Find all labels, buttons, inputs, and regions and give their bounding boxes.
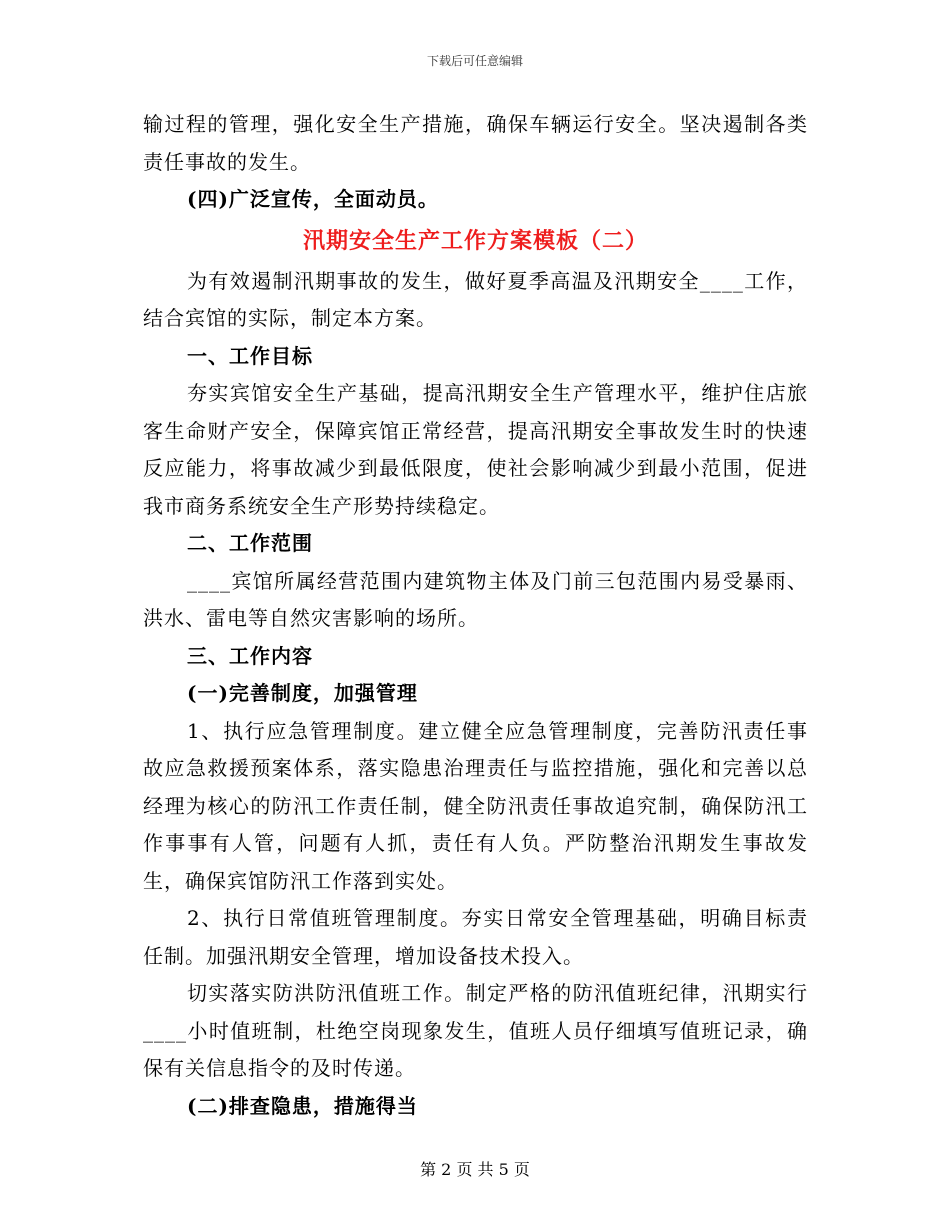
subheading-1: (一)完善制度，加强管理 [187, 681, 418, 705]
page-footer: 第 2 页 共 5 页 [420, 1160, 530, 1179]
paragraph-work-scope: ____宾馆所属经营范围内建筑物主体及门前三包范围内易受暴雨、洪水、雷电等自然灾害影响的场所。 [143, 568, 808, 630]
heading-work-content: 三、工作内容 [187, 643, 313, 668]
heading-work-goal: 一、工作目标 [187, 343, 313, 368]
paragraph-emergency: 1、执行应急管理制度。建立健全应急管理制度，完善防汛责任事故应急救援预案体系，落实隐患治理责任与监控措施，强化和完善以总经理为核心的防汛工作责任制，健全防汛责任事故追究制，确保防汛工作事事有人管，问题有人抓，责任有人负。严防整治汛期发生事故发生，确保宾馆防汛工作落到实处。 [143, 718, 808, 893]
paragraph-work-goal: 夯实宾馆安全生产基础，提高汛期安全生产管理水平，维护住店旅客生命财产安全，保障宾馆正常经营，提高汛期安全事故发生时的快速反应能力，将事故减少到最低限度，使社会影响减少到最小范围，促进我市商务系统安全生产形势持续稳定。 [143, 381, 808, 518]
document-body [143, 106, 808, 1125]
heading-work-scope: 二、工作范围 [187, 531, 313, 555]
paragraph-flood-duty: 切实落实防洪防汛值班工作。制定严格的防汛值班纪律，汛期实行____小时值班制，杜绝空岗现象发生，值班人员仔细填写值班记录，确保有关信息指令的及时传递。 [143, 981, 808, 1080]
page-header: 下载后可任意编辑 [426, 54, 523, 68]
section-heading-4: (四)广泛宣传，全面动员。 [187, 187, 439, 211]
document-title: 汛期安全生产工作方案模板（二） [302, 227, 648, 254]
subheading-2: (二)排查隐患，措施得当 [187, 1093, 418, 1118]
paragraph-duty: 2、执行日常值班管理制度。夯实日常安全管理基础，明确目标责任制。加强汛期安全管理，增加设备技术投入。 [143, 906, 808, 968]
paragraph-continuation: 输过程的管理，强化安全生产措施，确保车辆运行安全。坚决遏制各类责任事故的发生。 [143, 112, 808, 174]
intro-paragraph: 为有效遏制汛期事故的发生，做好夏季高温及汛期安全____工作，结合宾馆的实际，制定本方案。 [143, 268, 808, 330]
